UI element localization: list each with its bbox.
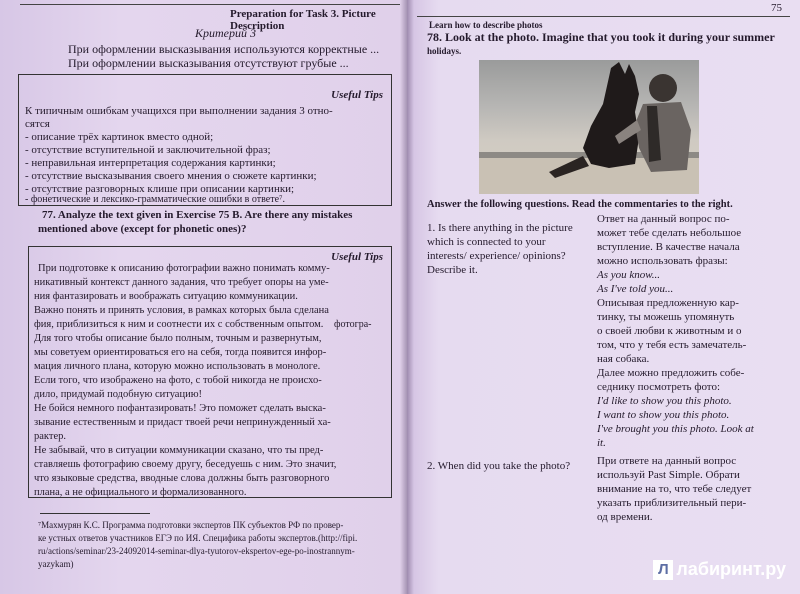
commentary-line: I've brought you this photo. Look at xyxy=(597,423,754,435)
useful-tips-box-1 xyxy=(18,74,392,206)
labirint-watermark xyxy=(653,559,786,580)
commentary-line: ная собака. xyxy=(597,353,650,365)
criterion-line: При оформлении высказывания отсутствуют грубые ... xyxy=(68,56,349,70)
question-2: 2. When did you take the photo? xyxy=(427,460,571,472)
tips-line: никативный контекст данного задания, что требует опоры на уме- xyxy=(34,277,329,288)
tips-line: что языковые средства, вводные слова должны быть разговорного xyxy=(34,473,330,484)
criterion-title: Критерий 3 xyxy=(195,26,256,40)
commentary-line: Ответ на данный вопрос по- xyxy=(597,213,730,225)
commentary-line: седнику посмотреть фото: xyxy=(597,381,721,393)
exercise-77: mentioned above (except for phonetic ones)? xyxy=(38,223,247,235)
labirint-logo-icon: Л xyxy=(653,560,673,580)
commentary-line: указать приблизительный пери- xyxy=(597,497,747,509)
tips-line: рактер. xyxy=(34,431,66,442)
commentary-line: При ответе на данный вопрос xyxy=(597,455,737,467)
tips-line: К типичным ошибкам учащихся при выполнении задания 3 отно- xyxy=(25,105,333,117)
tips-line: Для того чтобы описание было полным, точным и развернутым, xyxy=(34,333,322,344)
footnote-line: yazykam) xyxy=(38,559,74,569)
commentary-line: используй Past Simple. Обрати xyxy=(597,469,740,481)
tips-line: плана, а не официального и формализованного. xyxy=(34,487,247,498)
tips-line: Если того, что изображено на фото, с тобой никогда не происхо- xyxy=(34,375,322,386)
tips-line: сятся xyxy=(25,118,50,130)
footnote-line: ⁷Махмурян К.С. Программа подготовки экспертов ПК субъектов РФ по провер- xyxy=(38,520,344,530)
commentary-line: внимание на то, что тебе следует xyxy=(597,483,752,495)
tips-line: - фонетические и лексико-грамматические ошибки в ответе⁷. xyxy=(25,194,286,205)
footnote-line: ru/actions/seminar/23-24092014-seminar-dlya-tyutorov-ekspertov-ege-po-inostrannym- xyxy=(38,546,355,556)
tips-line: Не бойся немного пофантазировать! Это поможет сделать выска- xyxy=(34,403,326,414)
commentary-line: As I've told you... xyxy=(597,283,674,295)
instruction: Answer the following questions. Read the commentaries to the right. xyxy=(427,199,733,210)
footnote-rule xyxy=(40,513,150,514)
tips-line: Важно понять и принять условия, в рамках которых была сделана xyxy=(34,305,329,316)
tips-line: мация личного плана, которую можно использовать в монологе. xyxy=(34,361,321,372)
tips-line: ния фантазировать и воображать ситуацию коммуникации. xyxy=(34,291,298,302)
exercise-78: holidays. xyxy=(427,46,462,56)
running-header: Learn how to describe photos xyxy=(429,20,543,30)
page-number: 75 xyxy=(771,2,782,14)
photo-illustration xyxy=(479,60,699,194)
commentary-line: о своей любви к животным и о xyxy=(597,325,742,337)
header-rule xyxy=(20,4,400,5)
useful-tips-heading: Useful Tips xyxy=(331,251,383,263)
tips-line: фотогра- xyxy=(334,319,372,330)
exercise-77: 77. Analyze the text given in Exercise 75 B. Are there any mistakes xyxy=(42,209,353,221)
tips-line: - описание трёх картинок вместо одной; xyxy=(25,131,214,143)
tips-line: мы советуем ориентироваться его на себя, тогда появится инфор- xyxy=(34,347,327,358)
running-header: Preparation for Task 3. Picture Description xyxy=(230,8,376,32)
commentary-line: может тебе сделать небольшое xyxy=(597,227,742,239)
commentary-line: As you know... xyxy=(597,269,661,281)
criterion-line: При оформлении высказывания используются корректные ... xyxy=(68,42,380,56)
commentary-line: Далее можно предложить собе- xyxy=(597,367,745,379)
commentary-line: том, что у тебя есть замечатель- xyxy=(597,339,747,351)
watermark-text: лабиринт.ру xyxy=(676,558,786,579)
question-1: Describe it. xyxy=(427,264,478,276)
tips-line: фия, приблизиться к ним и соотнести их с собственным опытом. xyxy=(34,319,324,330)
header-rule xyxy=(417,16,790,17)
tips-line: - отсутствие высказывания своего мнения о сюжете картинки; xyxy=(25,170,317,182)
commentary-line: it. xyxy=(597,437,606,449)
tips-line: ставляешь фотографию своему другу, беседуешь с ним. Это значит, xyxy=(34,459,337,470)
footnote-line: ке устных ответов участников ЕГЭ по ИЯ. Специфика работы экспертов.(http://fipi. xyxy=(38,533,358,543)
exercise-78: 78. Look at the photo. Imagine that you took it during your summer xyxy=(427,30,775,44)
tips-line: зывание естественным и придаст твоей речи непринужденный ха- xyxy=(34,417,331,428)
question-1: which is connected to your xyxy=(427,236,546,248)
commentary-line: I'd like to show you this photo. xyxy=(597,395,732,407)
tips-line: Не забывай, что в ситуации коммуникации сказано, что ты пред- xyxy=(34,445,324,456)
tips-line: дило, придумай подобную ситуацию! xyxy=(34,389,203,400)
commentary-line: тинку, ты можешь упомянуть xyxy=(597,311,735,323)
tips-line: - неправильная интерпретация содержания картинки; xyxy=(25,157,276,169)
right-page xyxy=(407,0,800,594)
commentary-line: вступление. В качестве начала xyxy=(597,241,740,253)
book-gutter xyxy=(400,0,414,594)
question-1: 1. Is there anything in the picture xyxy=(427,222,573,234)
commentary-line: можно использовать фразы: xyxy=(597,255,728,267)
question-1: interests/ experience/ opinions? xyxy=(427,250,566,262)
tips-line: - отсутствие вступительной и заключительной фраз; xyxy=(25,144,271,156)
commentary-line: Описывая предложенную кар- xyxy=(597,297,739,309)
photo-boy-and-dog xyxy=(479,60,699,194)
commentary-line: I want to show you this photo. xyxy=(597,409,730,421)
tips-line: При подготовке к описанию фотографии важно понимать комму- xyxy=(38,263,330,274)
useful-tips-heading: Useful Tips xyxy=(331,89,383,101)
commentary-line: од времени. xyxy=(597,511,653,523)
tips-line: - отсутствие разговорных клише при описании картинки; xyxy=(25,183,295,195)
